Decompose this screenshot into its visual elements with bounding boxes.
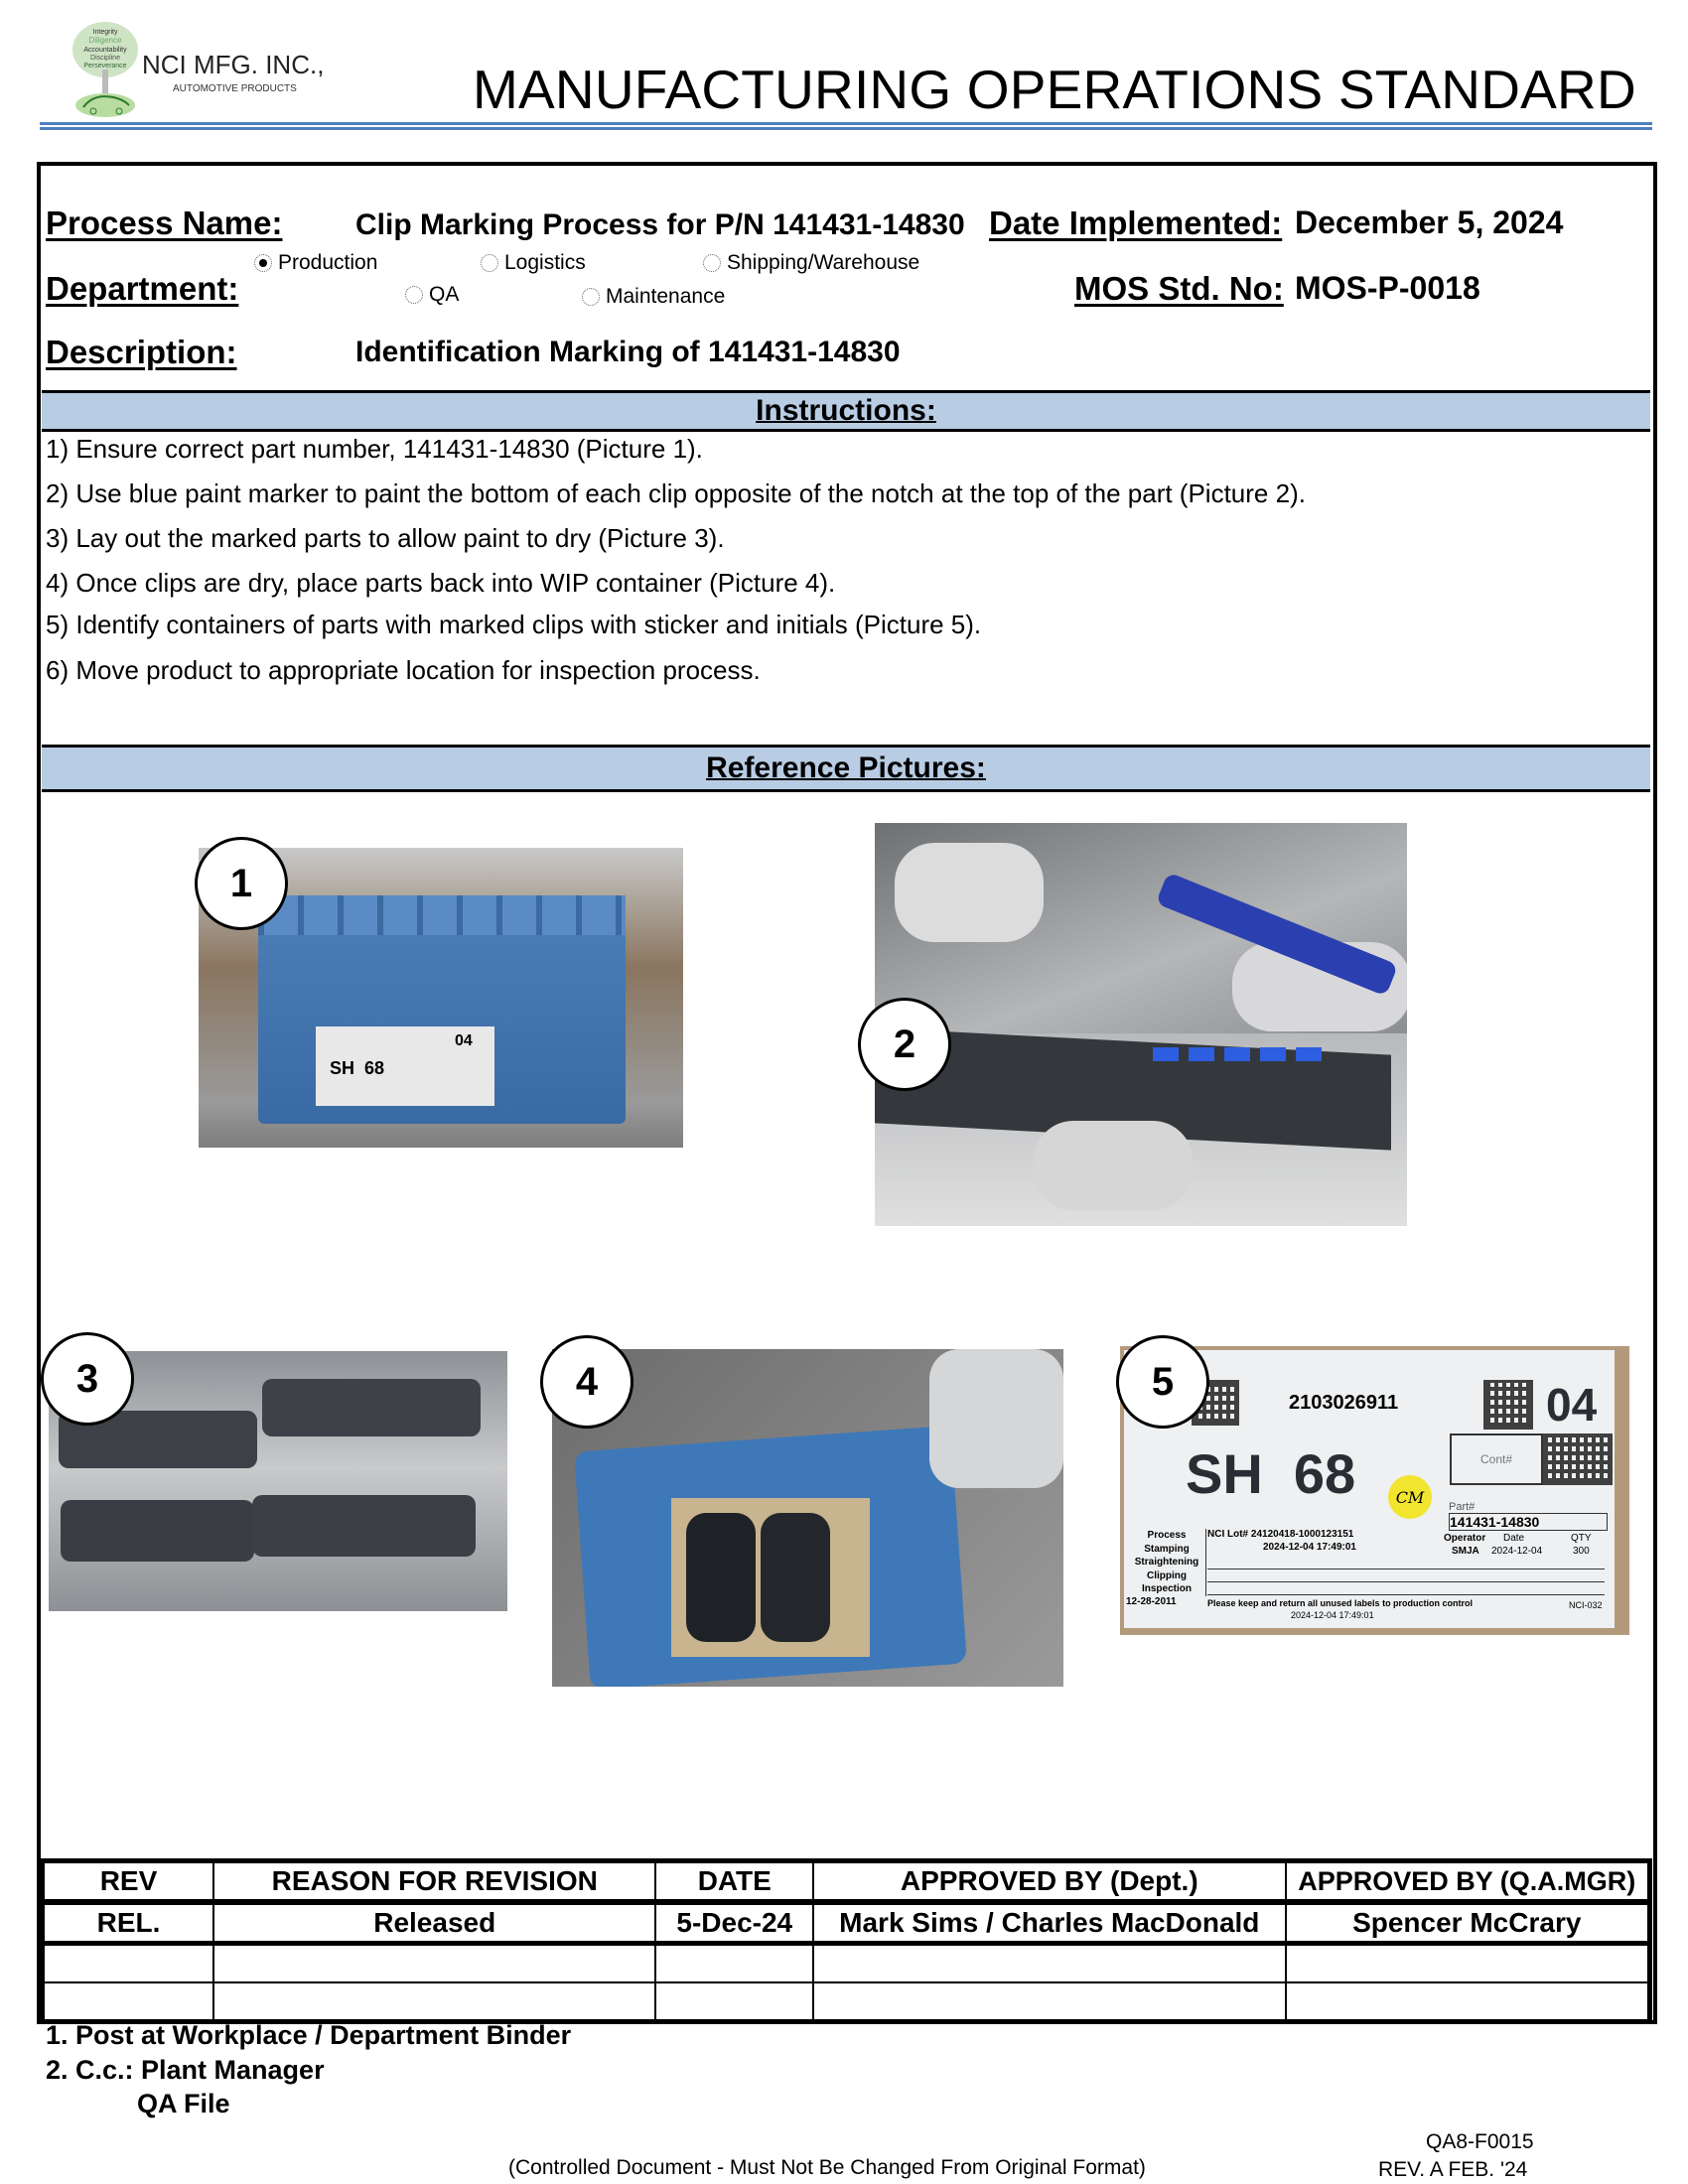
table-row (43, 1944, 1650, 1983)
label-form-date: 12-28-2011 (1126, 1596, 1177, 1607)
cell-approved-qa (1286, 1944, 1650, 1983)
label-process-row: Stamping (1144, 1543, 1190, 1555)
header-rev: REV (43, 1861, 213, 1903)
form-number: QA8-F0015 (1426, 2130, 1534, 2153)
cell-reason (213, 1944, 655, 1983)
description-label: Description: (46, 334, 237, 370)
instructions-heading: Instructions: (756, 394, 936, 427)
picture-2-marker (875, 823, 1407, 1226)
department-radio-qa[interactable] (405, 283, 459, 307)
mos-std-label: MOS Std. No: (1074, 270, 1284, 307)
label-process-row: Clipping (1147, 1570, 1187, 1581)
radio-label: Shipping/Warehouse (727, 251, 920, 274)
instruction-step: 6) Move product to appropriate location for inspection process. (46, 655, 761, 685)
picture-number-badge: 1 (195, 837, 288, 930)
initials-sticker: CM (1388, 1475, 1432, 1519)
cell-reason: Released (213, 1902, 655, 1944)
header-date: DATE (655, 1861, 813, 1903)
qr-code-icon (1541, 1433, 1613, 1485)
company-tagline: AUTOMOTIVE PRODUCTS (173, 83, 297, 94)
cell-date (655, 1982, 813, 2022)
label-process-row: Inspection (1141, 1583, 1192, 1594)
cell-reason (213, 1982, 655, 2022)
document-title: MANUFACTURING OPERATIONS STANDARD (473, 59, 1636, 120)
footer-note-post: 1. Post at Workplace / Department Binder (46, 2020, 572, 2050)
description-value: Identification Marking of 141431-14830 (355, 336, 901, 368)
header-divider (40, 122, 1652, 125)
radio-label: Logistics (504, 251, 586, 274)
label-qty: 300 (1573, 1546, 1590, 1557)
label-process-rows (1128, 1529, 1206, 1596)
process-name-label: Process Name: (46, 205, 283, 241)
header-approved-dept: APPROVED BY (Dept.) (813, 1861, 1285, 1903)
reference-pictures-header (42, 745, 1650, 792)
instruction-step: 3) Lay out the marked parts to allow paint to dry (Picture 3). (46, 523, 725, 553)
header-reason: REASON FOR REVISION (213, 1861, 655, 1903)
mos-std-value: MOS-P-0018 (1295, 270, 1480, 306)
label-date: 2024-12-04 (1491, 1546, 1543, 1557)
radio-empty-icon (582, 288, 600, 306)
radio-empty-icon (481, 254, 498, 272)
label-qty-caption: QTY (1571, 1533, 1592, 1544)
cell-date (655, 1944, 813, 1983)
svg-text:Accountability: Accountability (83, 47, 127, 54)
label-print-time: 2024-12-04 17:49:01 (1291, 1610, 1374, 1620)
instruction-step: 2) Use blue paint marker to paint the bottom of each clip opposite of the notch at the top of the part (Picture 2). (46, 478, 1306, 508)
svg-text:Integrity: Integrity (92, 29, 118, 36)
picture-1-label-code: SH 68 (330, 1058, 385, 1078)
svg-text:Discipline: Discipline (90, 55, 120, 62)
label-process-row: Straightening (1134, 1557, 1199, 1568)
radio-label: QA (429, 283, 460, 306)
date-implemented-value: December 5, 2024 (1295, 205, 1564, 240)
instructions-header (42, 390, 1650, 432)
cell-date: 5-Dec-24 (655, 1902, 813, 1944)
instruction-step: 5) Identify containers of parts with marked clips with sticker and initials (Picture 5). (46, 610, 982, 639)
label-barcode-number: 2103026911 (1289, 1392, 1399, 1414)
picture-number-badge: 3 (41, 1332, 134, 1426)
footer-note-qa-file: QA File (137, 2089, 230, 2118)
cell-rev (43, 1944, 213, 1983)
cell-approved-dept (813, 1982, 1285, 2022)
label-cont-number: 04 (1546, 1379, 1598, 1431)
picture-number-badge: 4 (540, 1335, 633, 1429)
reference-pictures-heading: Reference Pictures: (706, 751, 986, 784)
cell-approved-qa: Spencer McCrary (1286, 1902, 1650, 1944)
radio-selected-icon (254, 254, 272, 272)
tree-car-logo-icon (70, 20, 139, 119)
date-implemented-label: Date Implemented: (989, 205, 1283, 241)
label-part-number: 141431-14830 (1449, 1513, 1608, 1531)
instruction-step: 4) Once clips are dry, place parts back into WIP container (Picture 4). (46, 568, 836, 598)
svg-text:Diligence: Diligence (88, 36, 122, 45)
picture-number-badge: 5 (1116, 1335, 1209, 1429)
form-revision: REV. A FEB. '24 (1378, 2158, 1528, 2181)
label-notice: Please keep and return all unused labels to production control (1207, 1598, 1474, 1608)
company-name: NCI MFG. INC., (142, 50, 325, 79)
qr-code-icon (1483, 1380, 1533, 1430)
cell-rev: REL. (43, 1902, 213, 1944)
label-date-caption: Date (1503, 1533, 1525, 1544)
table-row (43, 1902, 1650, 1944)
label-code: SH 68 (1186, 1442, 1356, 1505)
cell-approved-dept (813, 1944, 1285, 1983)
label-process-row: Process (1147, 1530, 1187, 1541)
cell-approved-qa (1286, 1982, 1650, 2022)
revision-table (40, 1858, 1652, 2024)
department-radio-production[interactable] (254, 251, 377, 275)
department-label: Department: (46, 270, 239, 307)
cell-rev (43, 1982, 213, 2022)
radio-empty-icon (405, 286, 423, 304)
label-operator: SMJA (1452, 1546, 1479, 1557)
radio-label: Production (278, 251, 378, 274)
cell-approved-dept: Mark Sims / Charles MacDonald (813, 1902, 1285, 1944)
radio-empty-icon (703, 254, 721, 272)
department-radio-logistics[interactable] (481, 251, 586, 275)
label-grid (1207, 1557, 1605, 1596)
label-lot: NCI Lot# 24120418-1000123151 (1207, 1529, 1354, 1540)
table-header-row (43, 1861, 1650, 1903)
label-operator-caption: Operator (1444, 1533, 1486, 1544)
instruction-step: 1) Ensure correct part number, 141431-14830 (Picture 1). (46, 434, 703, 464)
department-radio-shipping[interactable] (703, 251, 919, 275)
controlled-document-notice: (Controlled Document - Must Not Be Changed From Original Format) (508, 2156, 1146, 2179)
picture-number-badge: 2 (858, 998, 951, 1091)
svg-text:Perseverance: Perseverance (83, 63, 127, 69)
picture-1-label-cont: 04 (455, 1032, 473, 1049)
label-lot-time: 2024-12-04 17:49:01 (1263, 1542, 1356, 1553)
label-form-no: NCI-032 (1569, 1600, 1603, 1610)
header-approved-qa: APPROVED BY (Q.A.MGR) (1286, 1861, 1650, 1903)
department-radio-maintenance[interactable] (582, 285, 725, 309)
header-divider-2 (40, 127, 1652, 130)
process-name-value: Clip Marking Process for P/N 141431-14830 (355, 208, 965, 241)
company-logo (70, 20, 338, 119)
table-row (43, 1982, 1650, 2022)
label-cont-field: Cont# (1450, 1433, 1543, 1485)
radio-label: Maintenance (606, 285, 726, 308)
label-part-caption: Part# (1449, 1501, 1476, 1513)
footer-note-cc: 2. C.c.: Plant Manager (46, 2055, 325, 2085)
